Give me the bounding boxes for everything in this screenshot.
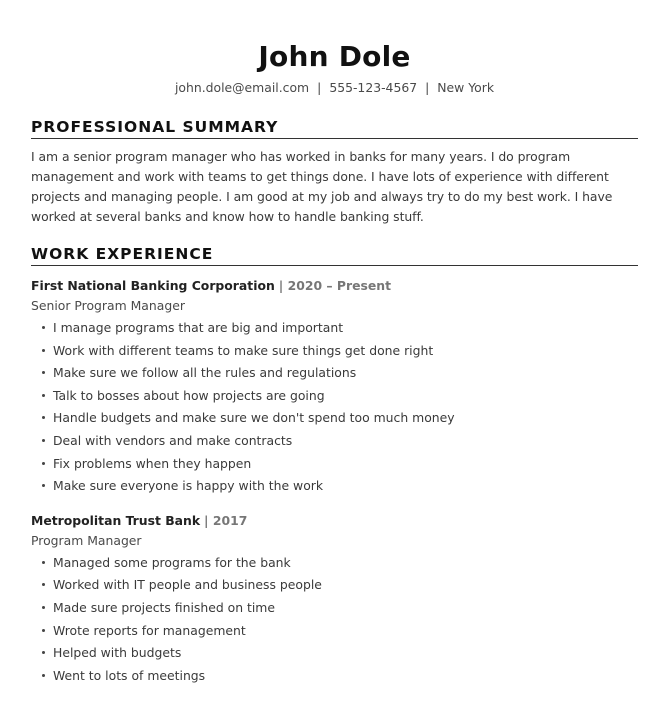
job-entry [31, 276, 638, 498]
bullet-dot [42, 439, 45, 442]
job-bullet [31, 665, 638, 688]
job-dates: | 2017 [204, 512, 248, 528]
job-title: Program Manager [31, 532, 142, 548]
job-bullet-text: Made sure projects finished on time [53, 599, 276, 615]
job-bullet [31, 552, 638, 575]
job-bullet-text: Deal with vendors and make contracts [53, 432, 293, 448]
job-bullet-text: Wrote reports for management [53, 622, 246, 638]
work-experience-heading: WORK EXPERIENCE [31, 244, 638, 266]
job-bullet-text: Talk to bosses about how projects are going [53, 387, 325, 403]
contact-location: New York [437, 80, 495, 95]
job-bullet-text: Make sure we follow all the rules and regulations [53, 365, 357, 381]
bullet-dot [42, 561, 45, 564]
bullet-dot [42, 462, 45, 465]
job-bullet-text: Work with different teams to make sure things get done right [53, 342, 434, 358]
job-dates: | 2020 – Present [278, 278, 392, 293]
job-company: First National Banking Corporation [31, 278, 275, 293]
candidate-name: John Dole [258, 40, 411, 73]
job-header [31, 276, 638, 296]
job-bullet [31, 597, 638, 620]
bullet-dot [42, 416, 45, 419]
job-bullet [31, 385, 638, 408]
summary-text: I am a senior program manager who has worked in banks for many years. I do program management and work with teams to get things done. I have lots of experience with different projects and managing people. I am good at my job and always try to do my best work. I have worked at several banks and know how to handle banking stuff. [31, 149, 613, 224]
bullet-dot [42, 674, 45, 677]
job-bullet [31, 475, 638, 498]
bullet-dot [42, 349, 45, 352]
bullet-dot [42, 394, 45, 397]
contact-email: john.dole@email.com [174, 80, 310, 95]
job-title: Senior Program Manager [31, 298, 185, 313]
bullet-dot [42, 651, 45, 654]
job-bullet-text: Helped with budgets [53, 645, 182, 661]
job-company: Metropolitan Trust Bank [31, 512, 201, 528]
job-bullets [31, 552, 638, 688]
job-bullet [31, 430, 638, 453]
job-bullet [31, 453, 638, 476]
job-bullet-text: Worked with IT people and business people [53, 577, 322, 593]
contact-separator: | [317, 80, 322, 95]
job-bullet [31, 340, 638, 363]
bullet-dot [42, 484, 45, 487]
resume-page [31, 0, 638, 687]
job-bullets [31, 317, 638, 498]
job-bullet [31, 620, 638, 643]
job-bullet-text: I manage programs that are big and important [53, 320, 344, 335]
job-bullet [31, 642, 638, 665]
job-bullet [31, 574, 638, 597]
bullet-dot [42, 371, 45, 374]
summary-heading: PROFESSIONAL SUMMARY [31, 117, 638, 139]
job-bullet-text: Managed some programs for the bank [53, 554, 291, 570]
job-entry [31, 511, 638, 688]
job-bullet-text: Handle budgets and make sure we don't spend too much money [53, 410, 455, 426]
contact-line [31, 79, 638, 97]
bullet-dot [42, 326, 45, 329]
contact-phone: 555-123-4567 [329, 80, 418, 95]
contact-separator: | [425, 80, 430, 95]
job-bullet [31, 407, 638, 430]
job-bullet-text: Went to lots of meetings [53, 667, 206, 683]
job-bullet-text: Fix problems when they happen [53, 455, 252, 471]
bullet-dot [42, 583, 45, 586]
job-bullet [31, 317, 638, 340]
bullet-dot [42, 606, 45, 609]
job-header [31, 511, 638, 531]
job-bullet [31, 362, 638, 385]
job-bullet-text: Make sure everyone is happy with the work [53, 478, 324, 494]
bullet-dot [42, 629, 45, 632]
